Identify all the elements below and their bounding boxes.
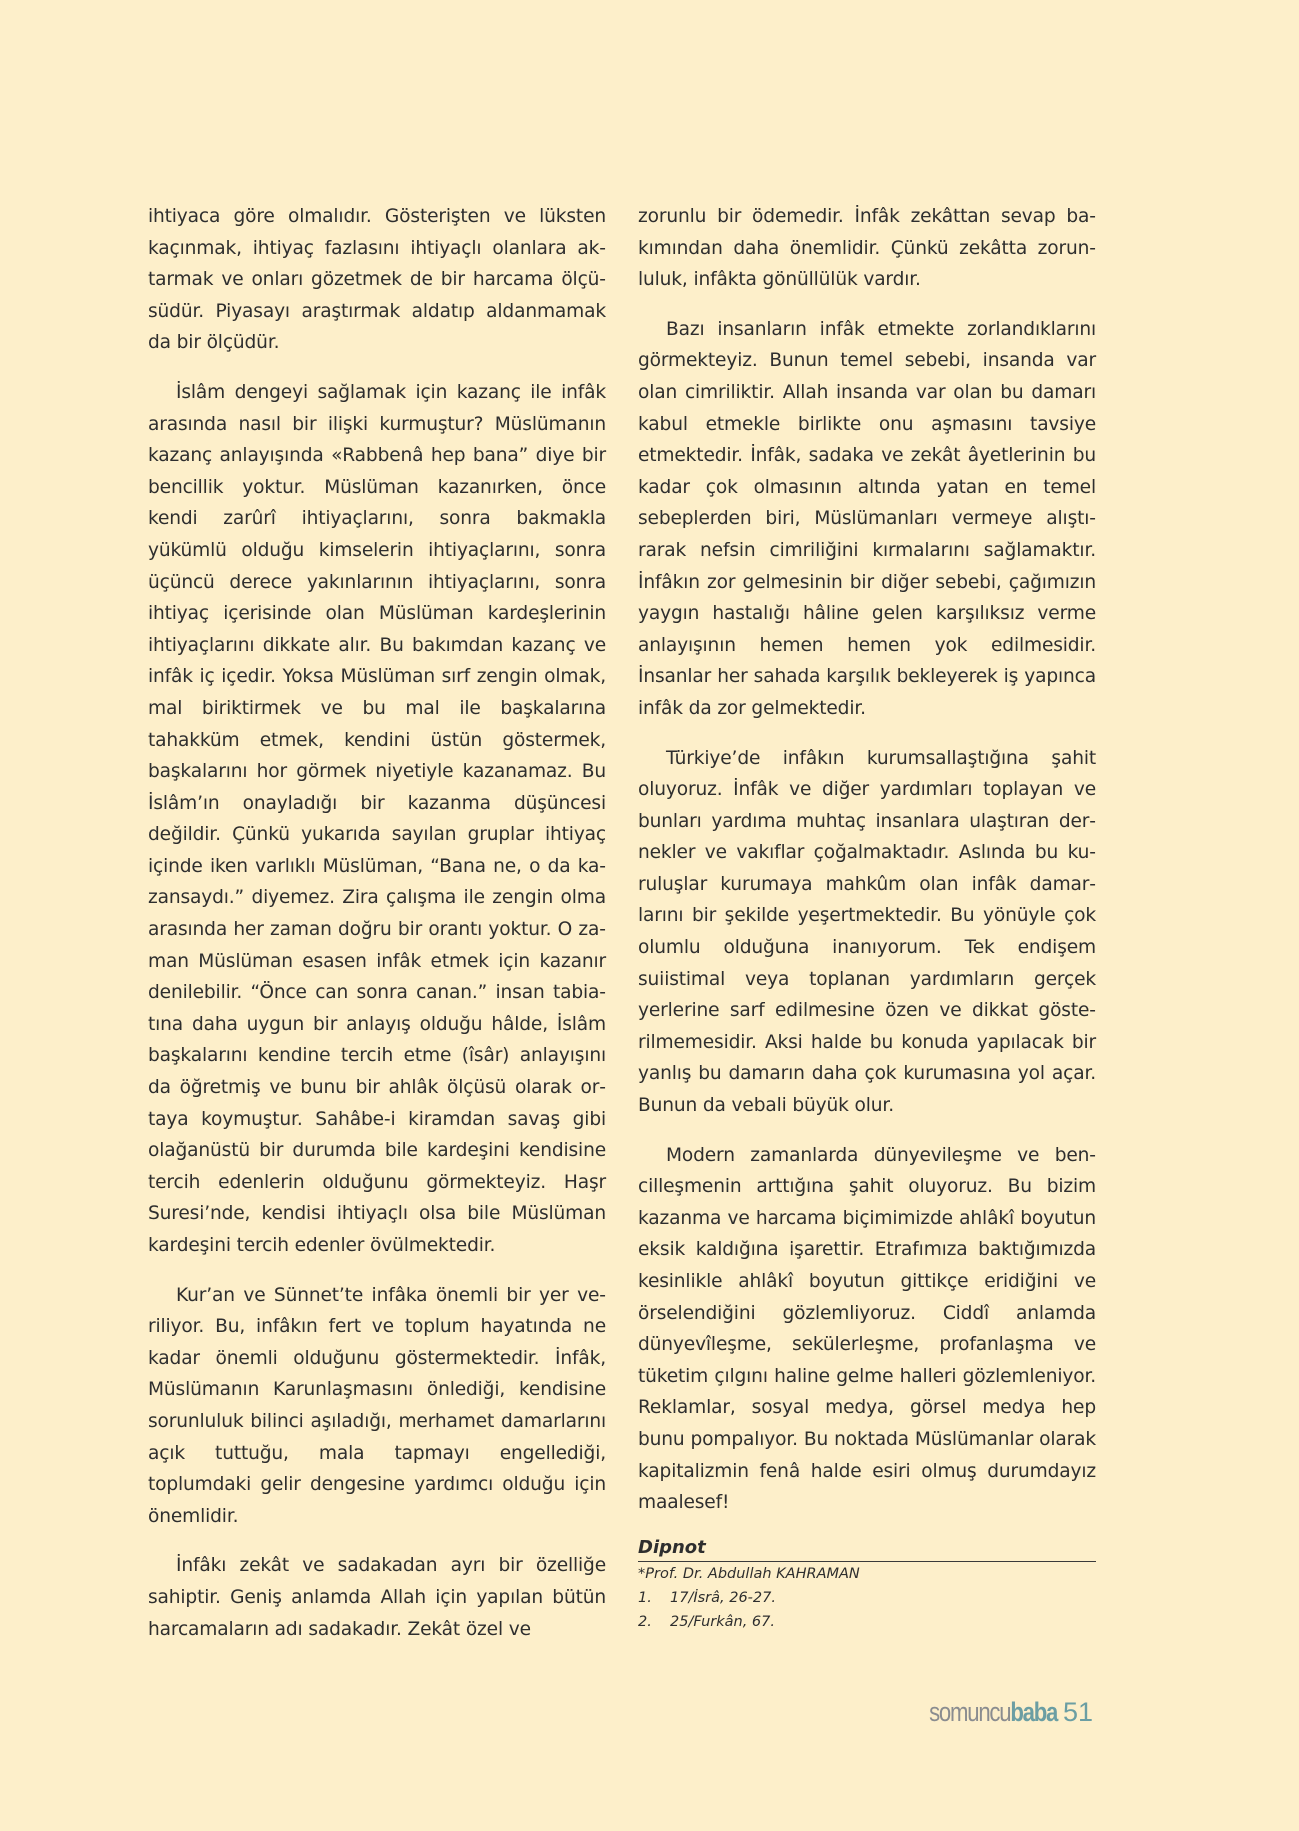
footnote-number: 1. xyxy=(638,1589,652,1606)
footnote-list xyxy=(638,1586,1096,1634)
page-number: 51 xyxy=(1062,1697,1093,1727)
magazine-logo xyxy=(929,1697,1057,1728)
footnote-author: *Prof. Dr. Abdullah KAHRAMAN xyxy=(638,1565,860,1582)
footnote-number: 2. xyxy=(638,1613,652,1630)
logo-text-part1: somuncu xyxy=(928,1697,1011,1727)
left-column xyxy=(148,201,606,1663)
footnotes-section xyxy=(638,1537,1096,1634)
right-column xyxy=(638,201,1096,1634)
footnote-text: 25/Furkân, 67. xyxy=(670,1613,775,1630)
paragraph: Bazı insanların infâk etmekte zorlandıklarını görmekteyiz. Bunun temel sebebi, insanda var olan cimriliktir. Allah insanda var olan bu damarı kabul etmekle birlikte onu aşmasını tavsiye etmektedir. İnfâk, sadaka ve zekât âyetlerinin bu kadar çok olmasının altında yatan en temel sebeplerden biri, Müslümanları vermeye alıştırarak nefsin cimriliğini kırmalarını sağlamaktır. İnfâkın zor gelmesinin bir diğer sebebi, çağımızın yaygın hastalığı hâline gelen karşılıksız verme anlayışının hemen hemen yok edilmesidir. İnsanlar her sahada karşılık bekleyerek iş yapınca infâk da zor gelmektedir. xyxy=(638,318,1096,719)
paragraph: zorunlu bir ödemedir. İnfâk zekâttan sevap bakımından daha önemlidir. Çünkü zekâtta zorunluluk, infâkta gönüllülük vardır. xyxy=(638,206,1096,291)
paragraph: İslâm dengeyi sağlamak için kazanç ile infâk arasında nasıl bir ilişki kurmuştur? Müslümanın kazanç anlayışında «Rabbenâ hep bana” diye bir bencillik yoktur. Müslüman kazanırken, önce kendi zarûrî ihtiyaçlarını, sonra bakmakla yükümlü olduğu kimselerin ihtiyaçlarını, sonra üçüncü derece yakınlarının ihtiyaçlarını, sonra ihtiyaç içerisinde olan Müslüman kardeşlerinin ihtiyaçlarını dikkate alır. Bu bakımdan kazanç ve infâk iç içedir. Yoksa Müslüman sırf zengin olmak, mal biriktirmek ve bu mal ile başkalarına tahakküm etmek, kendini üstün göstermek, başkalarını hor görmek niyetiyle kazanamaz. Bu İslâm’ın onayladığı bir kazanma düşüncesi değildir. Çünkü yukarıda sayılan gruplar ihtiyaç içinde iken varlıklı Müslüman, “Bana ne, o da kazansaydı.” diyemez. Zira çalışma ile zengin olma arasında her zaman doğru bir orantı yoktur. O zaman Müslüman esasen infâk etmek için kazanır denilebilir. “Önce can sonra canan.” insan tabiatına daha uygun bir anlayış olduğu hâlde, İslâm başkalarını kendine tercih etme (îsâr) anlayışını da öğretmiş ve bunu bir ahlâk ölçüsü olarak ortaya koymuştur. Sahâbe-i kiramdan savaş gibi olağanüstü bir durumda bile kardeşini kendisine tercih edenlerin olduğunu görmekteyiz. Haşr Suresi’nde, kendisi ihtiyaçlı olsa bile Müslüman kardeşini tercih edenler övülmektedir. xyxy=(148,381,606,1256)
footnotes-title: Dipnot xyxy=(638,1537,1096,1562)
paragraph: Kur’an ve Sünnet’te infâka önemli bir yer veriliyor. Bu, infâkın fert ve toplum hayatında ne kadar önemli olduğunu göstermektedir. İnfâk, Müslümanın Karunlaşmasını önlediği, kendisine sorunluluk bilinci aşıladığı, merhamet damarlarını açık tuttuğu, mala tapmayı engellediği, toplumdaki gelir dengesine yardımcı olduğu için önemlidir. xyxy=(148,1284,606,1527)
paragraph: İnfâkı zekât ve sadakadan ayrı bir özelliğe sahiptir. Geniş anlamda Allah için yapılan bütün harcamaların adı sadakadır. Zekât özel ve xyxy=(148,1555,606,1640)
footnote-item xyxy=(638,1610,1096,1634)
paragraph: ihtiyaca göre olmalıdır. Gösterişten ve lüksten kaçınmak, ihtiyaç fazlasını ihtiyaçlı olanlara aktarmak ve onları gözetmek de bir harcama ölçüsüdür. Piyasayı araştırmak aldatıp aldanmamak da bir ölçüdür. xyxy=(148,206,606,354)
paragraph: Modern zamanlarda dünyevileşme ve bencilleşmenin arttığına şahit oluyoruz. Bu bizim kazanma ve harcama biçimimizde ahlâkî boyutun eksik kaldığına işarettir. Etrafımıza baktığımızda kesinlikle ahlâkî boyutun gittikçe eridiğini ve örselendiğini gözlemliyoruz. Ciddî anlamda dünyevîleşme, sekülerleşme, profanlaşma ve tüketim çılgını haline gelme halleri gözlemleniyor. Reklamlar, sosyal medya, görsel medya hep bunu pompalıyor. Bu noktada Müslümanlar olarak kapitalizmin fenâ halde esiri olmuş durumdayız maalesef! xyxy=(638,1144,1096,1514)
footnote-item xyxy=(638,1586,1096,1610)
logo-text-part2: baba xyxy=(1010,1697,1057,1727)
footnote-text: 17/İsrâ, 26-27. xyxy=(670,1589,776,1606)
page-footer xyxy=(901,1697,1093,1728)
paragraph: Türkiye’de infâkın kurumsallaştığına şahit oluyoruz. İnfâk ve diğer yardımları toplayan ve bunları yardıma muhtaç insanlara ulaştıran dernekler ve vakıflar çoğalmaktadır. Aslında bu kuruluşlar kurumaya mahkûm olan infâk damarlarını bir şekilde yeşertmektedir. Bu yönüyle çok olumlu olduğuna inanıyorum. Tek endişem suiistimal veya toplanan yardımların gerçek yerlerine sarf edilmesine özen ve dikkat gösterilmemesidir. Aksi halde bu konuda yapılacak bir yanlış bu damarın daha çok kurumasına yol açar. Bunun da vebali büyük olur. xyxy=(638,747,1096,1117)
